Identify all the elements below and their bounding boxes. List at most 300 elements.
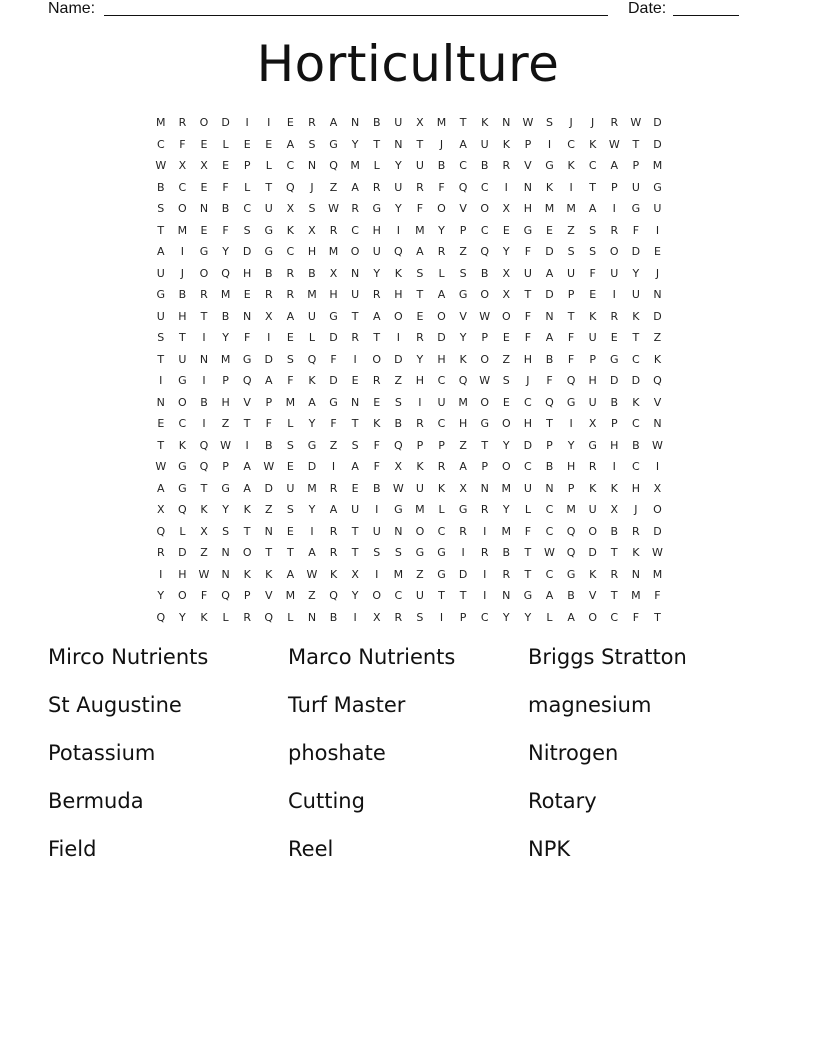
grid-letter: P (567, 288, 575, 301)
grid-letter: S (157, 202, 165, 215)
grid-letter: M (501, 481, 512, 495)
grid-row (150, 327, 670, 349)
grid-letter: S (416, 266, 424, 280)
grid-letter: P (567, 481, 575, 495)
grid-letter: M (177, 223, 188, 237)
grid-letter: U (351, 503, 360, 516)
grid-letter: D (329, 331, 338, 344)
grid-letter: K (416, 460, 424, 473)
grid-letter: N (199, 352, 209, 366)
grid-letter: A (351, 180, 359, 194)
grid-letter: G (307, 438, 317, 452)
grid-letter: O (501, 309, 511, 323)
grid-letter: H (394, 288, 403, 301)
grid-letter: W (608, 137, 620, 151)
grid-letter: V (243, 395, 251, 409)
grid-letter: Y (567, 438, 575, 452)
grid-letter: A (416, 245, 424, 258)
grid-letter: E (502, 395, 510, 409)
grid-letter: X (178, 159, 187, 172)
grid-letter: B (221, 202, 230, 215)
grid-letter: O (199, 266, 209, 280)
grid-letter: T (524, 567, 532, 581)
grid-letter: N (351, 266, 360, 280)
grid-letter: Y (394, 159, 402, 172)
grid-letter: F (330, 352, 337, 366)
grid-letter: I (483, 589, 487, 602)
grid-letter: N (545, 481, 554, 495)
grid-letter: O (653, 503, 662, 516)
grid-letter: W (479, 309, 491, 323)
grid-letter: A (372, 309, 381, 323)
grid-letter: T (546, 417, 553, 430)
grid-letter: L (546, 610, 553, 624)
grid-letter: J (526, 374, 530, 387)
grid-letter: L (438, 266, 445, 280)
grid-letter: T (416, 137, 424, 151)
grid-letter: T (351, 524, 359, 538)
grid-letter: O (437, 202, 446, 215)
grid-letter: F (330, 417, 337, 430)
grid-letter: Q (393, 438, 403, 452)
grid-letter: C (394, 589, 403, 602)
grid-letter: U (307, 309, 316, 323)
grid-letter: S (394, 395, 402, 409)
grid-letter: K (502, 137, 510, 151)
grid-letter: R (502, 567, 511, 581)
grid-letter: O (480, 352, 490, 366)
grid-letter: F (179, 137, 186, 151)
grid-letter: U (156, 309, 165, 323)
grid-letter: Y (222, 245, 229, 258)
grid-letter: C (437, 417, 446, 430)
grid-letter: C (286, 245, 295, 258)
grid-letter: C (545, 567, 554, 581)
grid-letter: E (589, 288, 597, 301)
grid-letter: Q (653, 374, 662, 387)
grid-letter: T (157, 352, 165, 366)
grid-letter: P (481, 460, 489, 473)
grid-letter: N (523, 180, 532, 194)
grid-letter: K (632, 546, 640, 559)
grid-letter: O (501, 460, 511, 473)
grid-letter: I (331, 460, 336, 473)
grid-letter: C (632, 417, 640, 430)
grid-letter: D (653, 137, 662, 151)
grid-letter: A (588, 202, 597, 215)
word-list-item: Potassium (48, 741, 156, 765)
grid-letter: M (220, 288, 231, 301)
grid-letter: N (351, 395, 360, 409)
grid-letter: P (243, 589, 251, 602)
grid-letter: B (178, 288, 187, 301)
grid-letter: I (483, 567, 487, 581)
grid-letter: B (394, 417, 403, 430)
grid-letter: P (481, 331, 489, 344)
grid-letter: M (220, 352, 231, 366)
grid-letter: L (438, 503, 445, 516)
grid-letter: I (612, 288, 616, 301)
grid-letter: F (200, 589, 208, 602)
grid-letter: W (198, 567, 210, 581)
grid-letter: T (610, 589, 618, 602)
grid-letter: B (372, 116, 381, 129)
grid-letter: E (351, 481, 359, 495)
grid-letter: N (631, 567, 640, 581)
grid-letter: G (566, 567, 576, 581)
date-blank-line (673, 15, 739, 16)
grid-row (150, 198, 670, 220)
grid-letter: N (307, 159, 317, 172)
grid-letter: C (480, 180, 489, 194)
grid-letter: Q (458, 180, 468, 194)
grid-letter: T (243, 417, 251, 430)
grid-letter: N (653, 417, 662, 430)
grid-letter: B (329, 610, 338, 624)
grid-letter: N (545, 309, 554, 323)
grid-letter: X (286, 202, 295, 215)
grid-letter: K (200, 503, 208, 516)
grid-letter: R (351, 331, 359, 344)
grid-letter: D (329, 374, 338, 387)
grid-letter: A (459, 460, 467, 473)
grid-letter: B (221, 309, 230, 323)
grid-letter: P (610, 180, 618, 194)
grid-letter: M (393, 567, 404, 581)
grid-letter: S (567, 245, 575, 258)
grid-letter: X (308, 223, 316, 237)
grid-letter: I (159, 374, 163, 387)
grid-letter: G (178, 460, 187, 473)
grid-letter: G (264, 223, 274, 237)
grid-row (150, 349, 670, 371)
grid-letter: G (415, 546, 425, 559)
word-list-item: phoshate (288, 741, 386, 765)
grid-letter: D (631, 374, 641, 387)
grid-letter: P (459, 610, 467, 624)
date-label: Date: (628, 0, 667, 17)
word-list-item: St Augustine (48, 693, 182, 717)
grid-letter: A (286, 567, 295, 581)
grid-letter: F (632, 610, 640, 624)
grid-letter: Q (480, 245, 490, 258)
grid-letter: S (222, 524, 230, 538)
grid-row (150, 435, 670, 457)
grid-letter: F (244, 331, 251, 344)
grid-letter: K (373, 417, 381, 430)
grid-letter: X (200, 524, 208, 538)
grid-letter: T (200, 481, 208, 495)
grid-letter: Y (394, 202, 402, 215)
word-list-item: Marco Nutrients (288, 645, 456, 669)
grid-letter: Q (156, 610, 166, 624)
grid-letter: R (372, 374, 381, 387)
grid-letter: A (545, 589, 554, 602)
grid-letter: U (588, 331, 597, 344)
grid-letter: B (610, 395, 619, 409)
grid-letter: B (308, 266, 316, 280)
grid-letter: K (459, 352, 467, 366)
grid-letter: H (307, 245, 317, 258)
grid-letter: E (286, 460, 294, 473)
grid-letter: O (501, 417, 511, 430)
grid-letter: S (373, 546, 381, 559)
grid-letter: S (286, 352, 294, 366)
grid-letter: G (372, 202, 381, 215)
grid-letter: Q (286, 180, 295, 194)
grid-letter: M (652, 567, 663, 581)
grid-letter: P (524, 137, 532, 151)
grid-letter: F (524, 309, 532, 323)
grid-letter: O (178, 395, 187, 409)
grid-letter: F (265, 417, 272, 430)
grid-letter: T (351, 417, 359, 430)
grid-letter: L (179, 524, 186, 538)
grid-letter: G (178, 374, 187, 387)
grid-letter: N (264, 524, 273, 538)
grid-letter: Q (221, 266, 230, 280)
grid-letter: I (353, 610, 357, 624)
grid-letter: I (245, 116, 249, 129)
grid-letter: H (372, 223, 381, 237)
grid-letter: D (437, 331, 446, 344)
grid-letter: F (567, 331, 575, 344)
grid-letter: O (609, 245, 619, 258)
grid-letter: A (545, 331, 554, 344)
grid-letter: A (437, 288, 446, 301)
grid-letter: K (286, 223, 294, 237)
grid-row (150, 306, 670, 328)
grid-letter: K (308, 374, 316, 387)
grid-letter: G (653, 180, 662, 194)
grid-letter: Q (393, 245, 403, 258)
grid-letter: R (286, 288, 295, 301)
grid-letter: T (200, 309, 208, 323)
grid-letter: X (653, 481, 662, 495)
grid-letter: C (480, 223, 489, 237)
grid-letter: T (524, 288, 532, 301)
grid-letter: E (286, 331, 294, 344)
grid-letter: U (588, 395, 597, 409)
grid-letter: F (632, 223, 640, 237)
grid-letter: A (157, 481, 165, 495)
grid-letter: J (180, 266, 185, 280)
grid-letter: Z (459, 245, 467, 258)
grid-letter: J (310, 180, 314, 194)
grid-row (150, 542, 670, 564)
grid-letter: B (157, 180, 165, 194)
grid-letter: U (631, 288, 640, 301)
grid-letter: G (242, 352, 252, 366)
grid-letter: Q (221, 589, 230, 602)
grid-letter: R (394, 610, 403, 624)
grid-letter: O (242, 546, 252, 559)
grid-letter: K (178, 438, 186, 452)
grid-letter: Y (222, 503, 229, 516)
grid-letter: G (264, 245, 274, 258)
grid-letter: O (480, 395, 490, 409)
grid-letter: S (243, 223, 251, 237)
grid-letter: W (263, 460, 275, 473)
grid-row (150, 478, 670, 500)
grid-letter: A (265, 374, 273, 387)
grid-letter: O (199, 116, 209, 129)
grid-letter: F (222, 223, 229, 237)
grid-letter: U (264, 202, 273, 215)
grid-letter: R (329, 481, 338, 495)
grid-letter: D (264, 481, 273, 495)
grid-letter: E (416, 309, 424, 323)
grid-row (150, 370, 670, 392)
grid-letter: Q (566, 546, 576, 559)
grid-row (150, 177, 670, 199)
grid-letter: K (243, 567, 251, 581)
grid-letter: T (481, 438, 489, 452)
grid-letter: H (523, 202, 533, 215)
grid-letter: Z (459, 438, 467, 452)
grid-letter: U (351, 288, 360, 301)
grid-letter: J (591, 116, 595, 129)
grid-letter: R (329, 546, 338, 559)
grid-letter: D (588, 546, 597, 559)
grid-letter: N (394, 137, 403, 151)
grid-letter: Z (308, 589, 316, 602)
grid-letter: F (287, 374, 294, 387)
grid-letter: U (372, 245, 381, 258)
grid-letter: Y (438, 223, 445, 237)
grid-letter: S (286, 503, 294, 516)
header (48, 0, 748, 20)
grid-letter: K (589, 481, 597, 495)
grid-letter: H (415, 374, 425, 387)
grid-letter: O (480, 202, 490, 215)
grid-letter: C (524, 460, 532, 473)
grid-letter: S (459, 266, 467, 280)
grid-letter: R (610, 116, 619, 129)
page-title: Horticulture (256, 35, 560, 93)
grid-letter: P (222, 374, 229, 387)
grid-letter: I (612, 460, 616, 473)
name-blank-line (104, 15, 608, 16)
grid-letter: P (610, 417, 618, 430)
grid-letter: C (545, 503, 554, 516)
grid-letter: A (610, 159, 619, 172)
grid-letter: I (310, 524, 314, 538)
grid-letter: T (265, 546, 273, 559)
grid-letter: H (523, 417, 533, 430)
grid-letter: P (416, 438, 424, 452)
grid-letter: T (265, 180, 273, 194)
grid-letter: R (351, 202, 359, 215)
grid-letter: T (373, 137, 381, 151)
grid-letter: M (566, 202, 576, 215)
grid-letter: X (264, 309, 273, 323)
grid-letter: X (394, 460, 403, 473)
grid-letter: H (178, 309, 187, 323)
grid-letter: F (416, 202, 424, 215)
grid-letter: F (438, 180, 445, 194)
grid-letter: H (178, 567, 187, 581)
grid-letter: T (632, 137, 640, 151)
grid-letter: V (459, 202, 467, 215)
grid-letter: S (545, 116, 553, 129)
grid-letter: I (180, 245, 185, 258)
grid-letter: I (202, 417, 206, 430)
grid-row (150, 220, 670, 242)
grid-letter: Z (502, 352, 511, 366)
grid-letter: Q (264, 610, 274, 624)
grid-letter: M (307, 288, 317, 301)
word-list-item: Reel (288, 837, 334, 861)
word-list (48, 642, 768, 882)
grid-row (150, 607, 670, 629)
grid-letter: I (569, 180, 573, 194)
grid-letter: D (631, 245, 641, 258)
grid-letter: M (285, 589, 296, 602)
grid-letter: R (329, 524, 338, 538)
grid-letter: U (415, 481, 424, 495)
grid-letter: Z (221, 417, 230, 430)
word-list-item: Briggs Stratton (528, 645, 687, 669)
grid-letter: B (480, 266, 489, 280)
grid-letter: H (566, 460, 576, 473)
grid-letter: E (653, 245, 661, 258)
grid-letter: R (437, 245, 446, 258)
grid-letter: D (610, 374, 619, 387)
grid-letter: S (589, 223, 597, 237)
grid-letter: L (287, 417, 294, 430)
grid-letter: H (631, 481, 640, 495)
grid-letter: C (286, 159, 295, 172)
grid-letter: Z (264, 503, 273, 516)
grid-letter: Y (502, 610, 510, 624)
grid-letter: Q (566, 524, 576, 538)
grid-letter: X (351, 567, 359, 581)
grid-letter: M (350, 159, 360, 172)
grid-letter: P (632, 159, 640, 172)
grid-letter: G (178, 481, 187, 495)
grid-letter: E (200, 180, 208, 194)
grid-letter: Z (653, 331, 662, 344)
grid-letter: M (652, 159, 663, 172)
grid-letter: B (264, 266, 273, 280)
grid-letter: C (588, 159, 597, 172)
grid-letter: O (437, 309, 446, 323)
grid-letter: M (566, 503, 576, 516)
grid-letter: S (308, 137, 316, 151)
grid-letter: S (502, 374, 510, 387)
grid-letter: D (653, 309, 662, 323)
grid-letter: B (480, 159, 489, 172)
grid-letter: N (156, 395, 165, 409)
grid-letter: R (610, 223, 619, 237)
grid-letter: S (308, 202, 316, 215)
grid-letter: U (631, 180, 640, 194)
grid-letter: D (653, 116, 662, 129)
grid-letter: C (610, 610, 619, 624)
grid-letter: B (372, 481, 381, 495)
grid-letter: I (504, 180, 508, 194)
grid-letter: R (416, 331, 424, 344)
grid-letter: Z (567, 223, 575, 237)
grid-letter: Q (156, 524, 166, 538)
grid-letter: A (308, 395, 316, 409)
grid-row (150, 521, 670, 543)
grid-letter: F (546, 374, 553, 387)
grid-letter: T (351, 309, 359, 323)
grid-letter: Y (524, 610, 532, 624)
grid-letter: Y (351, 137, 359, 151)
